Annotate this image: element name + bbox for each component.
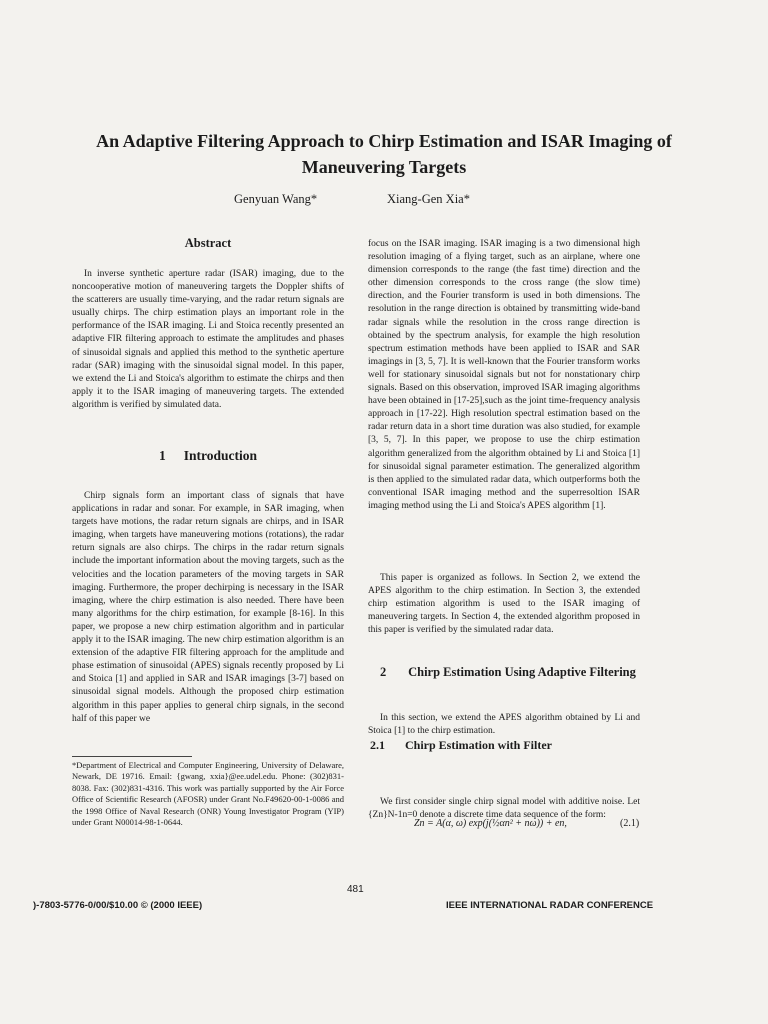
section-1-number: 1: [158, 448, 166, 463]
footer-conference: IEEE INTERNATIONAL RADAR CONFERENCE: [446, 900, 654, 911]
abstract-heading: Abstract: [184, 236, 232, 250]
paper-title: An Adaptive Filtering Approach to Chirp Estimation and ISAR Imaging of Maneuvering Targets: [96, 131, 672, 177]
section-2-1-number: 2.1: [370, 738, 385, 752]
author-1: Genyuan Wang*: [234, 192, 318, 206]
section-2-body: [368, 712, 640, 738]
section-1-text: Chirp signals form an important class of signals that have applications in radar and sonar. For example, in SAR imaging, when targets have motions, the radar return signals are chirps, and in ISAR imaging, when targets have maneuvering motions (rotations), the radar return signals are also chirps. The chirps in the radar return signals include the important information about the moving targets, such as the velocities and the location parameters of the moving targets in SAR imaging. Furthermore, the proper dechirping is necessary in the ISAR imaging, where the chirp estimation is also needed. There have been many algorithms for the chirp estimation, for example [8-16]. In this paper, we propose a new chirp estimation algorithm and in particular apply it to the ISAR imaging. The new chirp estimation algorithm is an extension of the adaptive FIR filtering approach for the amplitude and phase estimation of sinusoidal (APES) signals recently proposed by Li and Stoica [1] and applied in SAR and ISAR imagings [3-7] based on sinusoidal signal models. Although the proposed chirp estimation algorithm in this paper applies to general chirp signals, in the second half of this paper we: [72, 491, 344, 724]
footer-copyright: )-7803-5776-0/00/$10.00 © (2000 IEEE): [33, 900, 203, 911]
section-2-1-text: We first consider single chirp signal model with additive noise. Let {Zn}N-1n=0 denote a discrete time data sequence of the form:: [368, 797, 640, 821]
abstract-text: In inverse synthetic aperture radar (ISAR) imaging, due to the noncooperative motion of maneuvering targets the Doppler shifts of the scatterers are usually time-varying, and the radar return signals are usually chirps. The chirp estimation plays an important role in the performance of the ISAR imaging. Li and Stoica recently presented an adaptive FIR filtering approach to estimate the amplitudes and phases of sinusoidal signals and applied this method to the synthetic aperture radar (SAR) imaging with the sinusoidal signal model. In this paper, we extend the Li and Stoica's algorithm to estimate the chirps and then apply it to the ISAR imaging of maneuvering targets. The extended algorithm is verified by simulated data.: [72, 269, 344, 410]
equation-number: (2.1): [620, 818, 640, 829]
right-column-para-2: [368, 572, 640, 637]
section-1-body: [72, 490, 344, 726]
author-2: Xiang-Gen Xia*: [387, 192, 470, 206]
section-1-title: Introduction: [183, 448, 258, 463]
footnote-rule: [72, 756, 192, 757]
section-2-1-heading: [370, 738, 552, 753]
page-number: 481: [347, 884, 364, 895]
footnote: *Department of Electrical and Computer Engineering, University of Delaware, Newark, DE 19716. Email: {gwang, xxia}@ee.udel.edu. Phone: (302)831-8038. Fax: (302)831-4316. This work was partially supported by the Air Force Office of Scientific Research (AFOSR) under Grant No.F49620-00-1-0086 and the 1998 Office of Naval Research (ONR) Young Investigator Program (YIP) under Grant N00014-98-1-0644.: [72, 760, 344, 828]
right-para-1-text: focus on the ISAR imaging. ISAR imaging is a two dimensional high resolution imaging of a flying target, such as an airplane, where one dimension corresponds to the range (the fast time) direction and the other dimension corresponds to the cross range (the slow time) direction, and the Fourier transform is used in both dimensions. The resolution in the range direction is obtained by transmitting wide-band radar signals while the resolution in the cross range direction is obtained by the spectrum analysis, for example the high resolution spectrum estimation methods have been applied to ISAR and SAR imagings in [3, 5, 7]. It is well-known that the Fourier transform works well for stationary sinusoidal signals but not for nonstationary chirp signals. Based on this observation, improved ISAR imaging algorithms have been obtained in [17-25],such as the joint time-frequency analysis approach in [17-22]. High resolution spectral estimation based on the radar return data in a short time duration was also studied, for example [3, 5, 7]. In this paper, we propose to use the chirp estimation algorithm generalized from the algorithm obtained by Li and Stoica [1] for sinusoidal signal parameter estimation. The generalized algorithm is then applied to the simulated radar data, which outperforms both the conventional ISAR imaging method and the superresoltion ISAR imaging method using the Li and Stoica's APES algorithm [1].: [368, 239, 640, 511]
right-column-para-1: [368, 238, 640, 513]
section-2-text: In this section, we extend the APES algorithm obtained by Li and Stoica [1] to the chirp estimation.: [368, 713, 640, 737]
right-para-2-text: This paper is organized as follows. In Section 2, we extend the APES algorithm to the chirp estimation. In Section 3, the extended chirp estimation algorithm is used to the ISAR imaging of maneuvering targets. In Section 4, the extended algorithm proposed in this paper is verified by the simulated radar data.: [368, 573, 640, 636]
equation-2-1: Zn = A(α, ω) exp(j(½αn² + nω)) + en,: [414, 818, 567, 829]
section-2-title: Chirp Estimation Using Adaptive Filtering: [408, 665, 636, 679]
abstract-body: [72, 268, 344, 412]
section-2-1-title: Chirp Estimation with Filter: [405, 738, 552, 752]
section-1-heading: [72, 448, 344, 464]
section-2-number: 2: [380, 665, 387, 679]
